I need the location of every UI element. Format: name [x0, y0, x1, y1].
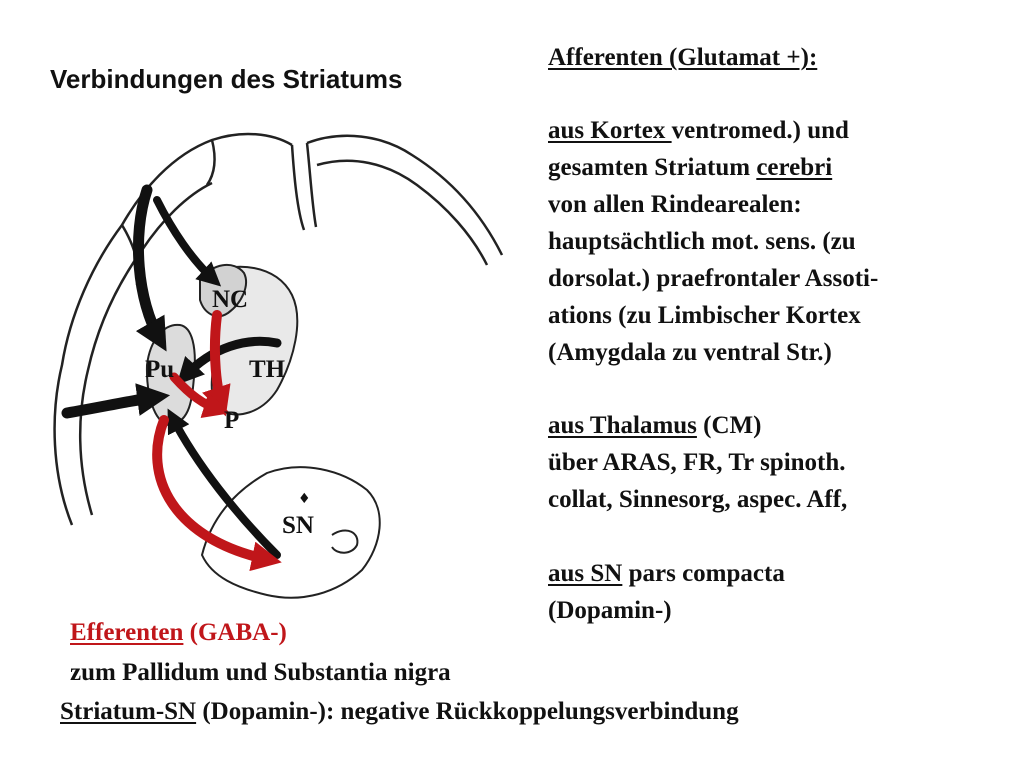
- striatum-to-sn-arrow: [157, 420, 270, 560]
- thalamus-line-1: aus Thalamus (CM): [548, 412, 762, 439]
- kortex-line-6: ations (zu Limbischer Kortex: [548, 302, 861, 329]
- thalamus-line-2: über ARAS, FR, Tr spinoth.: [548, 449, 846, 476]
- label-th: TH: [249, 356, 286, 383]
- label-sn: SN: [282, 512, 314, 539]
- sn-line-1: aus SN pars compacta: [548, 560, 785, 587]
- sn-to-striatum-arrow: [172, 417, 277, 555]
- sn-marker-icon: ♦: [298, 491, 311, 507]
- kortex-line-4: hauptsächtlich mot. sens. (zu: [548, 228, 856, 255]
- kortex-line-5: dorsolat.) praefrontaler Assoti-: [548, 265, 879, 292]
- label-p: P: [224, 407, 240, 434]
- cortex-to-caudate-arrow: [157, 200, 214, 280]
- efferents-line-1: zum Pallidum und Substantia nigra: [70, 659, 451, 686]
- label-pu: Pu: [145, 356, 175, 383]
- sn-line-2: (Dopamin-): [548, 597, 672, 624]
- kortex-line-3: von allen Rindearealen:: [548, 191, 802, 218]
- afferents-heading: Afferenten (Glutamat +):: [548, 44, 818, 71]
- efferents-heading: Efferenten (GABA-): [70, 619, 287, 646]
- label-nc: NC: [212, 286, 249, 313]
- efferents-line-2: Striatum-SN (Dopamin-): negative Rückkoppelungsverbindung: [60, 698, 739, 725]
- cortex-to-putamen-arrow: [138, 190, 160, 340]
- striatum-connections-diagram: [22, 115, 522, 615]
- page-title: Verbindungen des Striatums: [50, 64, 403, 94]
- kortex-line-7: (Amygdala zu ventral Str.): [548, 339, 832, 366]
- thalamus-line-3: collat, Sinnesorg, aspec. Aff,: [548, 486, 848, 513]
- kortex-line-1: aus Kortex ventromed.) und: [548, 117, 849, 144]
- kortex-line-2: gesamten Striatum cerebri: [548, 154, 833, 181]
